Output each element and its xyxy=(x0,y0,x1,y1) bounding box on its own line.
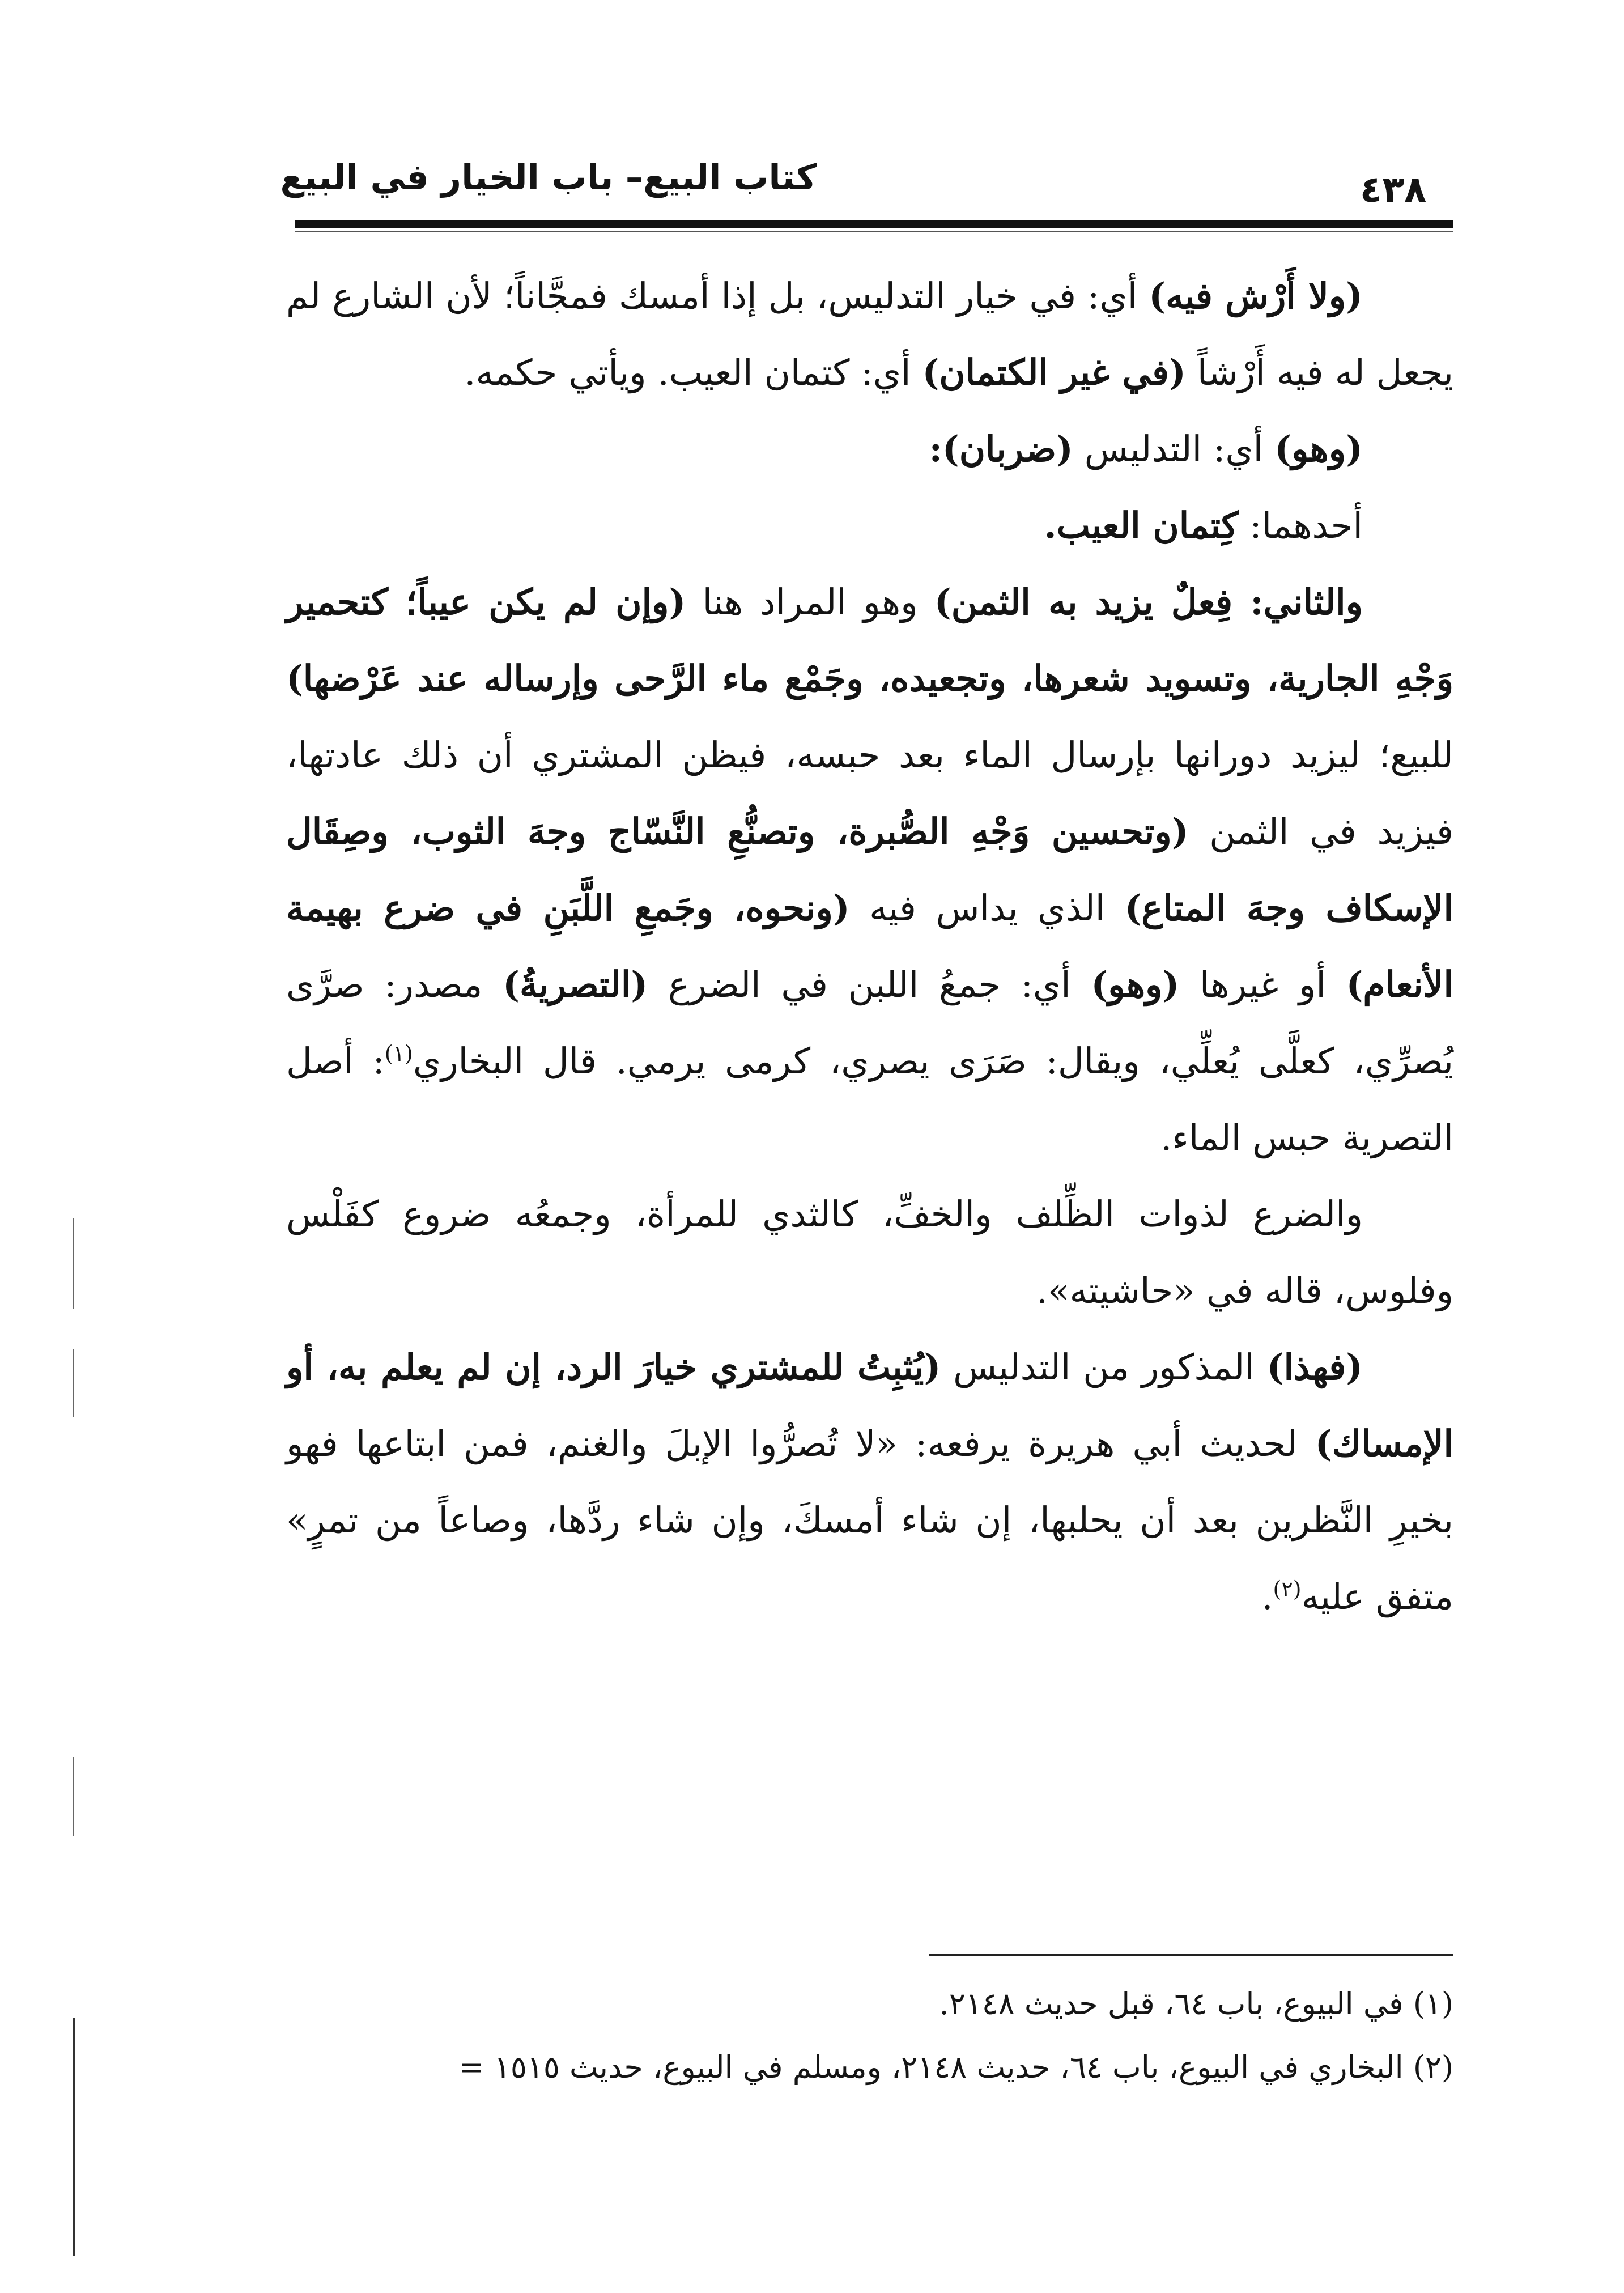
bold-phrase: (ضربان): xyxy=(929,428,1073,470)
bold-phrase: (وتحسين وَجْهِ الصُّبرة، وتصنُّعِ النَّسّاج وجهَ الثوب، وصِقَال الإسكاف وجهَ المتاع) xyxy=(286,810,1453,929)
bold-phrase: (فهذا) xyxy=(1266,1346,1363,1388)
scan-margin-mark xyxy=(73,1218,74,1309)
footnote-separator xyxy=(929,1954,1453,1956)
paragraph-4 xyxy=(286,564,1453,1176)
text-run: أحدهما: xyxy=(1238,505,1363,546)
bold-phrase: (في غير الكتمان) xyxy=(922,351,1186,393)
text-run: والضرع لذوات الظِّلف والخفِّ، كالثدي للمرأة، وجمعُه ضروع كفَلْس وفلوس، قاله في «حاشيته». xyxy=(286,1194,1453,1311)
text-run: للبيع؛ ليزيد دورانها بإرسال الماء بعد حبسه، فيظن المشتري أن ذلك عادتها، فيزيد في الثمن xyxy=(286,734,1453,852)
footnote-ref-1[interactable]: (١) xyxy=(384,1041,413,1066)
paragraph-5 xyxy=(286,1176,1453,1329)
footnote-2: (٢) البخاري في البيوع، باب ٦٤، حديث ٢١٤٨، ومسلم في البيوع، حديث ١٥١٥ = xyxy=(458,2049,1453,2085)
bold-phrase: (ونحوه، وجَمعِ اللَّبَنِ في ضرع بهيمة الأنعام) xyxy=(286,887,1453,1005)
text-run: . xyxy=(1261,1576,1273,1617)
paragraph-6 xyxy=(286,1329,1453,1635)
bold-phrase: (ولا أَرْش فيه) xyxy=(1149,275,1363,317)
bold-phrase: (يُثبِتُ للمشتري خيارَ الرد، إن لم يعلم به، أو الإمساك) xyxy=(286,1346,1453,1464)
text-run: المذكور من التدليس xyxy=(941,1347,1267,1388)
bold-phrase: (وهو) xyxy=(1091,963,1180,1005)
bold-phrase: (التصريةُ) xyxy=(503,963,648,1005)
bold-phrase: (وهو) xyxy=(1274,428,1363,470)
paragraph-2 xyxy=(286,411,1453,487)
paragraph-1 xyxy=(286,258,1453,411)
text-run: أي: جمعُ اللبن في الضرع xyxy=(648,964,1091,1005)
bold-phrase: والثاني: فِعلٌ يزيد به الثمن) xyxy=(934,581,1363,623)
text-run: أي: التدليس xyxy=(1073,428,1275,470)
paragraph-3 xyxy=(286,487,1453,564)
footnotes xyxy=(286,1972,1453,2099)
header-rule xyxy=(295,220,1453,228)
bold-phrase: (وإن لم يكن عيباً؛ كتحمير وَجْهِ الجارية، وتسويد شعرها، وتجعيده، وجَمْع ماء الرَّحى وإرساله عند عَرْضها) xyxy=(286,581,1453,699)
text-run: أي: كتمان العيب. ويأتي حكمه. xyxy=(464,352,922,393)
text-run: مصدر: صرَّى يُصرِّي، كعلَّى يُعلِّي، ويقال: صَرَى يصري، كرمى يرمي. قال البخاري xyxy=(286,964,1453,1082)
text-run: وهو المراد هنا xyxy=(686,581,934,623)
scan-margin-mark xyxy=(73,2018,75,2256)
scan-margin-mark xyxy=(73,1757,74,1836)
header-rule-thin xyxy=(295,231,1453,232)
text-run: أو غيرها xyxy=(1179,964,1346,1005)
text-run: لحديث أبي هريرة يرفعه: «لا تُصرُّوا الإبلَ والغنم، فمن ابتاعها فهو بخيرِ النَّظرين بعد أن يحلبها، إن شاء أمسكَ، وإن شاء ردَّها، وصاعاً من تمرٍ» متفق عليه xyxy=(286,1423,1453,1617)
running-title: كتاب البيع– باب الخيار في البيع xyxy=(280,156,817,198)
text-run: أي: في خيار التدليس، بل إذا أمسك فمجَّاناً؛ لأن الشارع لم يجعل له فيه أَرْشاً xyxy=(286,275,1453,393)
scan-margin-mark xyxy=(73,1349,74,1417)
page-number: ٤٣٨ xyxy=(1360,169,1427,211)
footnote-1: (١) في البيوع، باب ٦٤، قبل حديث ٢١٤٨. xyxy=(939,1986,1453,2022)
bold-phrase: كِتمان العيب. xyxy=(1044,504,1239,546)
main-text xyxy=(286,258,1453,1635)
footnote-ref-2[interactable]: (٢) xyxy=(1273,1577,1302,1602)
text-run: الذي يداس فيه xyxy=(849,888,1125,929)
text-run: : أصل التصرية حبس الماء. xyxy=(286,1041,1453,1158)
